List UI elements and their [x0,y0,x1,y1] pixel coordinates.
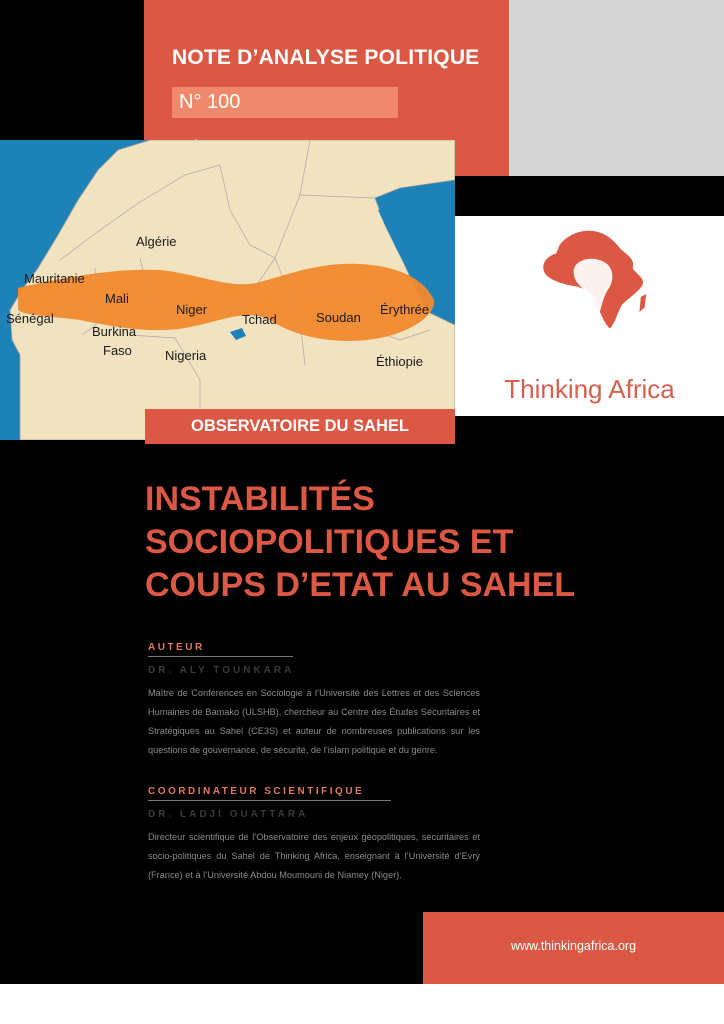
series-title: NOTE D’ANALYSE POLITIQUE [172,46,480,69]
map-label-soudan: Soudan [316,310,361,325]
title-line-2: SOCIOPOLITIQUES ET [145,523,514,561]
footer-block [423,912,724,984]
coordinator-name: DR. LADJI OUATTARA [148,809,309,820]
main-title [145,478,685,607]
map-label-erythree: Érythrée [380,302,430,317]
coordinator-label: COORDINATEUR SCIENTIFIQUE [148,786,365,797]
grey-corner-block [509,0,724,176]
map-label-faso: Faso [103,343,132,358]
map-label-mauritanie: Mauritanie [24,271,85,286]
map-label-mali: Mali [105,291,129,306]
author-name: DR. ALY TOUNKARA [148,665,295,676]
logo-panel [455,216,724,416]
map-label-tchad: Tchad [242,312,277,327]
sahel-map [0,140,455,440]
logo-wordmark: Thinking Africa [504,374,675,404]
map-label-algerie: Algérie [136,234,177,249]
title-line-1: INSTABILITÉS [145,480,375,518]
africa-logo-icon [455,216,724,366]
website-link[interactable]: www.thinkingafrica.org [510,939,637,953]
author-label: AUTEUR [148,642,205,653]
issue-number: N° 100 [172,87,398,118]
author-bio: Maître de Conférences en Sociologie à l’Université des Lettres et des Sciences Humaines de Bamako (ULSHB), chercheur au Centre des Études Sécuritaires et Stratégiques au Sahel (CE3S) et auteur de nombreuses publications sur les questions de gouvernance, de sécurité, de l’islam politique et du genre. [148,688,480,755]
map-label-niger: Niger [176,302,208,317]
map-label-nigeria: Nigeria [165,348,207,363]
map-label-senegal: Sénégal [6,311,54,326]
section-banner: OBSERVATOIRE DU SAHEL [145,409,455,444]
author-rule [148,656,293,657]
map-label-ethiopie: Éthiopie [376,354,423,369]
coordinator-rule [148,800,391,801]
coordinator-bio: Directeur scientifique de l’Observatoire des enjeux géopolitiques, sécuritaires et socio-politiques du Sahel de Thinking Africa, enseignant à l’Université d’Evry (France) et à l’Université Abdou Moumouni de Niamey (Niger). [148,832,480,880]
title-line-3: COUPS D’ETAT AU SAHEL [145,566,576,604]
map-label-burkina: Burkina [92,324,137,339]
